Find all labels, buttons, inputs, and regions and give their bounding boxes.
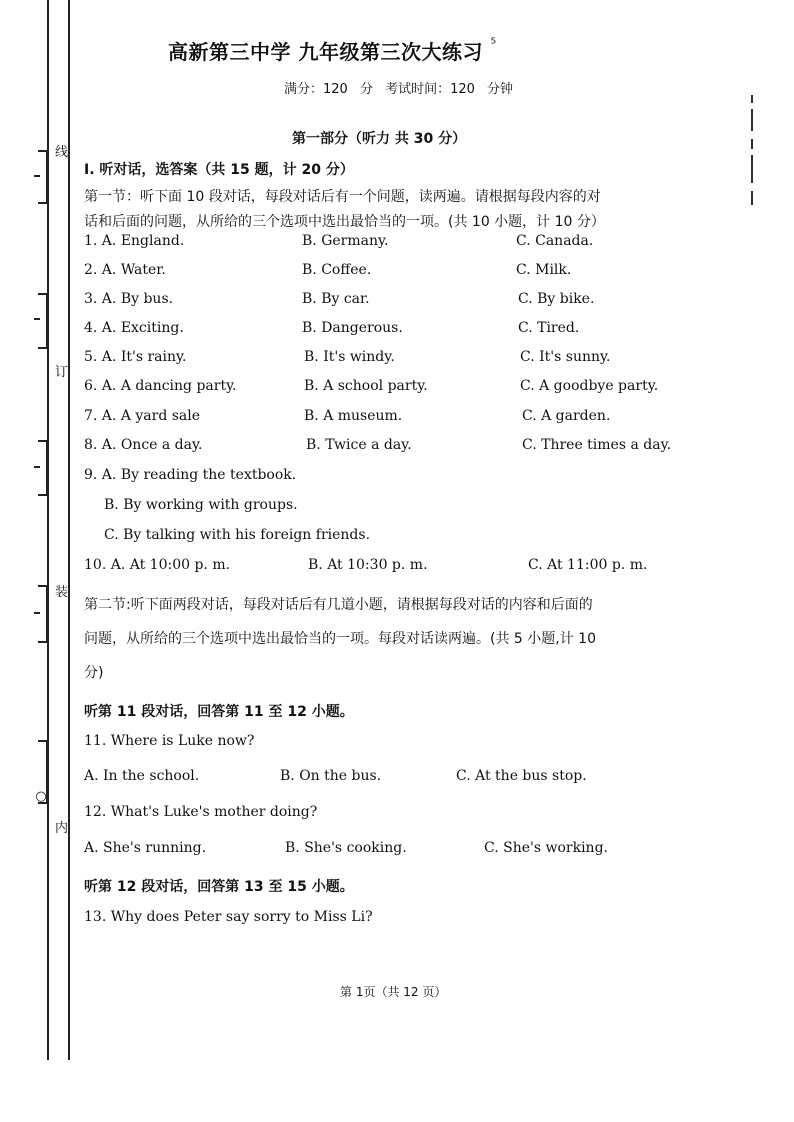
q8-option-a: 8. A. Once a day. bbox=[84, 437, 203, 453]
title-mark: ⁵ bbox=[490, 36, 497, 52]
binding-tick bbox=[34, 612, 40, 614]
section2-instruction-line3: 分) bbox=[84, 665, 104, 681]
binding-line-inner bbox=[68, 0, 70, 1060]
q2-option-c: C. Milk. bbox=[516, 262, 572, 278]
q11-stem: 11. Where is Luke now? bbox=[84, 733, 255, 749]
section1-instruction-line1: 第一节：听下面 10 段对话，每段对话后有一个问题，读两遍。请根据每段内容的对 bbox=[84, 189, 601, 205]
margin-char-zhuang: 装 bbox=[55, 585, 69, 600]
binding-tick bbox=[34, 318, 40, 320]
dialogue11-heading: 听第 11 段对话，回答第 11 至 12 小题。 bbox=[84, 704, 354, 720]
q6-option-a: 6. A. A dancing party. bbox=[84, 378, 237, 394]
section1-instruction-line2: 话和后面的问题，从所给的三个选项中选出最恰当的一项。(共 10 小题，计 10 分） bbox=[84, 214, 605, 230]
q2-option-b: B. Coffee. bbox=[302, 262, 372, 278]
margin-char-nei: 内 bbox=[55, 821, 69, 836]
q13-stem: 13. Why does Peter say sorry to Miss Li? bbox=[84, 909, 373, 925]
q11-option-b: B. On the bus. bbox=[280, 768, 382, 784]
q10-option-b: B. At 10:30 p. m. bbox=[308, 557, 428, 573]
q4-option-c: C. Tired. bbox=[518, 320, 580, 336]
q3-option-b: B. By car. bbox=[302, 291, 370, 307]
q6-option-b: B. A school party. bbox=[304, 378, 428, 394]
q7-option-b: B. A museum. bbox=[304, 408, 403, 424]
q1-option-a: 1. A. England. bbox=[84, 233, 185, 249]
q12-option-c: C. She's working. bbox=[484, 840, 608, 856]
q11-option-c: C. At the bus stop. bbox=[456, 768, 587, 784]
q11-option-a: A. In the school. bbox=[84, 768, 200, 784]
binding-bracket bbox=[38, 440, 48, 496]
exam-subtitle: 满分：120 分 考试时间：120 分钟 bbox=[284, 82, 514, 97]
q6-option-c: C. A goodbye party. bbox=[520, 378, 659, 394]
q1-option-b: B. Germany. bbox=[302, 233, 389, 249]
binding-bracket bbox=[38, 585, 48, 643]
q4-option-b: B. Dangerous. bbox=[302, 320, 403, 336]
section2-instruction-line1: 第二节:听下面两段对话，每段对话后有几道小题，请根据每段对话的内容和后面的 bbox=[84, 597, 593, 613]
q9-option-a: 9. A. By reading the textbook. bbox=[84, 467, 297, 483]
margin-char-ding: 订 bbox=[55, 365, 69, 380]
q7-option-a: 7. A. A yard sale bbox=[84, 408, 201, 424]
q7-option-c: C. A garden. bbox=[522, 408, 611, 424]
binding-tick bbox=[34, 175, 40, 177]
q2-option-a: 2. A. Water. bbox=[84, 262, 166, 278]
q8-option-c: C. Three times a day. bbox=[522, 437, 672, 453]
q9-option-c: C. By talking with his foreign friends. bbox=[104, 527, 371, 543]
q8-option-b: B. Twice a day. bbox=[306, 437, 412, 453]
binding-bracket bbox=[38, 150, 48, 204]
margin-char-xian: 线 bbox=[55, 145, 69, 160]
dialogue12-heading: 听第 12 段对话，回答第 13 至 15 小题。 bbox=[84, 879, 354, 895]
margin-circle: ○ bbox=[35, 789, 47, 804]
q1-option-c: C. Canada. bbox=[516, 233, 594, 249]
exam-title bbox=[168, 36, 497, 65]
q12-option-a: A. She's running. bbox=[84, 840, 207, 856]
q9-option-b: B. By working with groups. bbox=[104, 497, 298, 513]
binding-bracket bbox=[38, 293, 48, 349]
section1-heading: I. 听对话，选答案（共 15 题，计 20 分） bbox=[84, 162, 354, 178]
exam-title-text: 高新第三中学 九年级第三次大练习 bbox=[168, 40, 483, 64]
q10-option-a: 10. A. At 10:00 p. m. bbox=[84, 557, 231, 573]
page-footer: 第 1页（共 12 页） bbox=[340, 985, 447, 999]
q5-option-a: 5. A. It's rainy. bbox=[84, 349, 187, 365]
section2-instruction-line2: 问题，从所给的三个选项中选出最恰当的一项。每段对话读两遍。(共 5 小题,计 10 bbox=[84, 631, 596, 647]
q5-option-c: C. It's sunny. bbox=[520, 349, 611, 365]
q5-option-b: B. It's windy. bbox=[304, 349, 395, 365]
binding-tick bbox=[34, 466, 40, 468]
q4-option-a: 4. A. Exciting. bbox=[84, 320, 184, 336]
part-title: 第一部分（听力 共 30 分） bbox=[292, 131, 467, 147]
q12-option-b: B. She's cooking. bbox=[285, 840, 407, 856]
q3-option-c: C. By bike. bbox=[518, 291, 595, 307]
q3-option-a: 3. A. By bus. bbox=[84, 291, 174, 307]
q12-stem: 12. What's Luke's mother doing? bbox=[84, 804, 318, 820]
q10-option-c: C. At 11:00 p. m. bbox=[528, 557, 648, 573]
